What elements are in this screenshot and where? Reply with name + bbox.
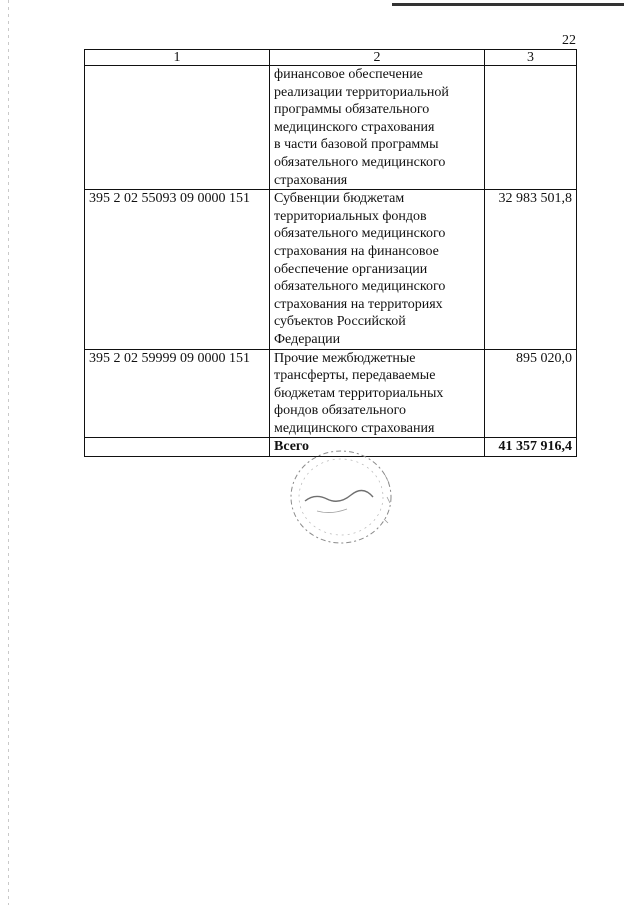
- table-row: [85, 349, 577, 438]
- code-cell: [85, 66, 270, 190]
- total-code-cell: [85, 438, 270, 457]
- column-header-1: 1: [85, 50, 270, 66]
- name-cell: Прочие межбюджетные трансферты, передаваемые бюджетам территориальных фондов обязательного медицинского страхования: [270, 349, 485, 438]
- name-cell: Субвенции бюджетам территориальных фондов обязательного медицинского страхования на финансовое обеспечение организации обязательного медицинского страхования на территориях субъектов Российской Федерации: [270, 190, 485, 349]
- name-cell: финансовое обеспечение реализации территориальной программы обязательного медицинского страхования в части базовой программы обязательного медицинского страхования: [270, 66, 485, 190]
- code-cell: 395 2 02 59999 09 0000 151: [85, 349, 270, 438]
- amount-cell: 32 983 501,8: [485, 190, 577, 349]
- table-header-row: [85, 50, 577, 66]
- page-number: 22: [562, 33, 576, 48]
- column-header-2: 2: [270, 50, 485, 66]
- stamp-seal: [283, 445, 403, 555]
- total-label: Всего: [270, 438, 485, 457]
- table-row: [85, 66, 577, 190]
- scan-left-edge: [8, 0, 9, 905]
- amount-cell: [485, 66, 577, 190]
- table-row: [85, 190, 577, 349]
- column-header-3: 3: [485, 50, 577, 66]
- budget-table: [84, 49, 577, 457]
- top-rule: [392, 3, 624, 6]
- total-amount: 41 357 916,4: [485, 438, 577, 457]
- amount-cell: 895 020,0: [485, 349, 577, 438]
- code-cell: 395 2 02 55093 09 0000 151: [85, 190, 270, 349]
